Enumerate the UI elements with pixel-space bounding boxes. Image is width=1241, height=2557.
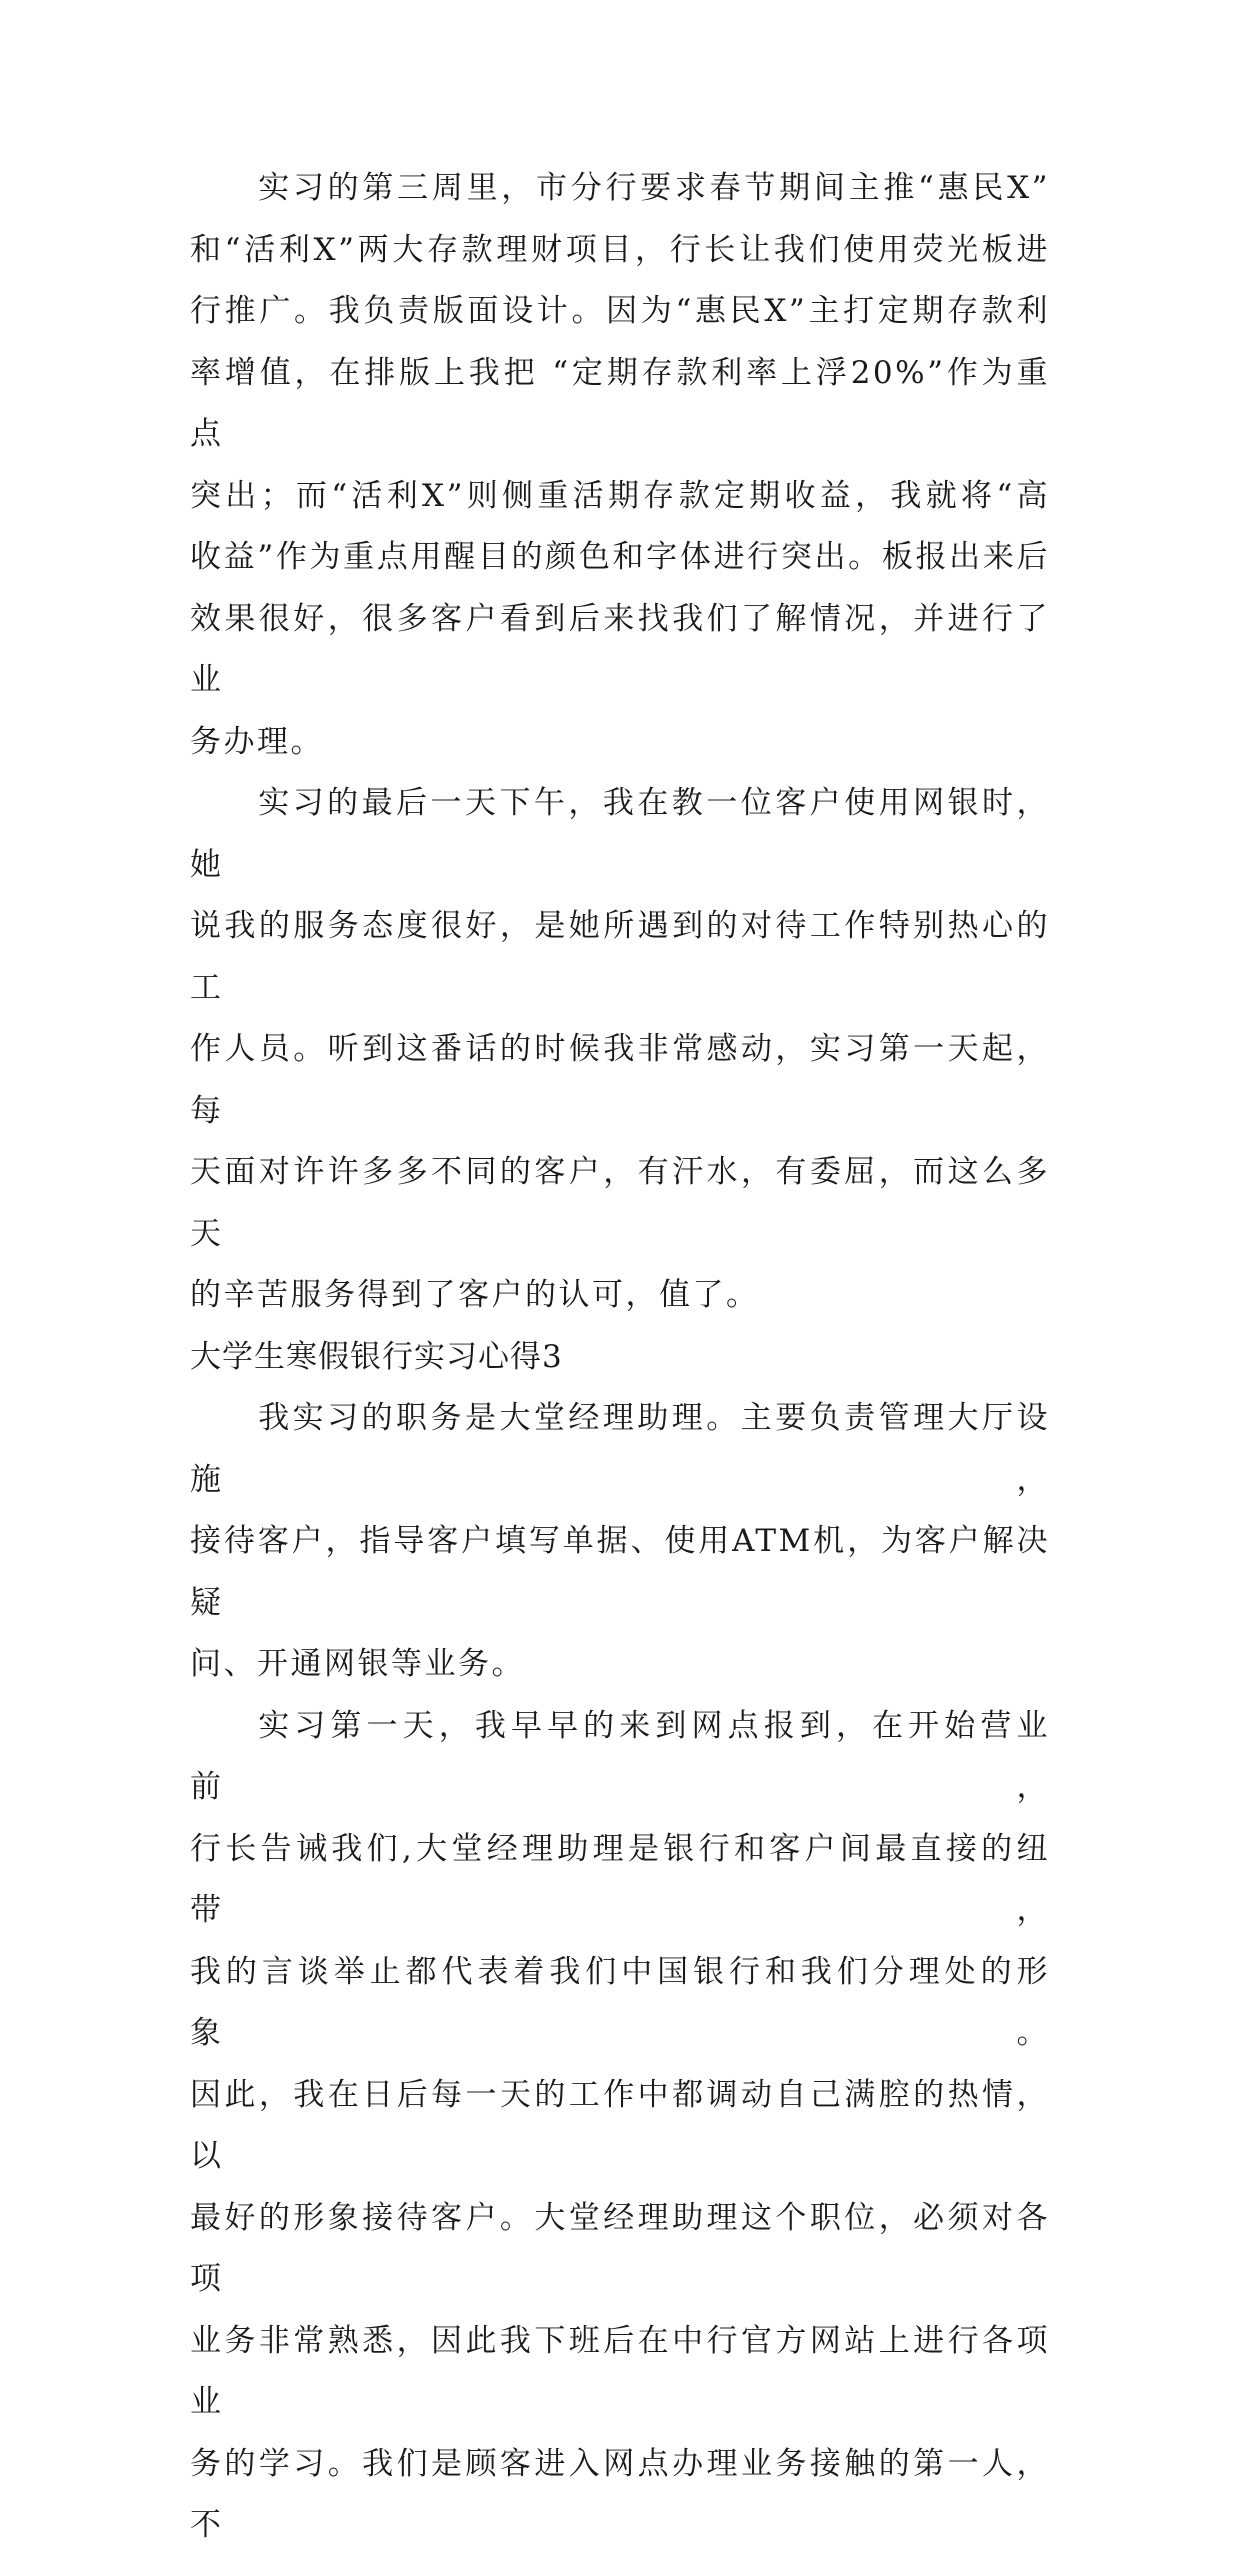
paragraph-line: 的辛苦服务得到了客户的认可，值了。 <box>190 1277 760 1313</box>
paragraph-2 <box>190 773 1050 1327</box>
paragraph-3 <box>190 1388 1050 1696</box>
heading-text: 大学生寒假银行实习心得3 <box>190 1338 563 1375</box>
paragraph-line: 行长告诫我们,大堂经理助理是银行和客户间最直接的纽带， <box>190 1830 1050 1928</box>
paragraph-1 <box>190 158 1050 773</box>
paragraph-line: 效果很好，很多客户看到后来找我们了解情况，并进行了业 <box>190 600 1050 698</box>
paragraph-line: 我实习的职务是大堂经理助理。主要负责管理大厅设施， <box>190 1400 1050 1498</box>
section-heading <box>190 1327 1050 1389</box>
paragraph-line: 说我的服务态度很好，是她所遇到的对待工作特别热心的工 <box>190 908 1050 1006</box>
paragraph-line: 务办理。 <box>190 723 324 760</box>
paragraph-line: 接待客户，指导客户填写单据、使用ATM机，为客户解决疑 <box>190 1523 1050 1621</box>
paragraph-line: 和“活利X”两大存款理财项目，行长让我们使用荧光板进 <box>190 231 1050 268</box>
paragraph-line: 务的学习。我们是顾客进入网点办理业务接触的第一人，不 <box>190 2445 1050 2543</box>
paragraph-line: 突出；而“活利X”则侧重活期存款定期收益，我就将“高 <box>190 477 1050 514</box>
body-text <box>190 158 1050 2557</box>
paragraph-line: 我的言谈举止都代表着我们中国银行和我们分理处的形象。 <box>190 1953 1050 2051</box>
paragraph-line: 实习的最后一天下午，我在教一位客户使用网银时，她 <box>190 785 1050 883</box>
paragraph-line: 作人员。听到这番话的时候我非常感动，实习第一天起，每 <box>190 1031 1050 1129</box>
paragraph-line: 天面对许许多多不同的客户，有汗水，有委屈，而这么多天 <box>190 1154 1050 1252</box>
paragraph-line: 问、开通网银等业务。 <box>190 1646 525 1682</box>
paragraph-line: 收益”作为重点用醒目的颜色和字体进行突出。板报出来后 <box>190 539 1050 575</box>
paragraph-line: 因此，我在日后每一天的工作中都调动自己满腔的热情，以 <box>190 2076 1050 2174</box>
paragraph-line: 实习的第三周里，市分行要求春节期间主推“惠民X” <box>258 170 1050 206</box>
paragraph-line: 业务非常熟悉，因此我下班后在中行官方网站上进行各项业 <box>190 2322 1050 2420</box>
paragraph-line: 最好的形象接待客户。大堂经理助理这个职位，必须对各项 <box>190 2199 1050 2297</box>
paragraph-line: 行推广。我负责版面设计。因为“惠民X”主打定期存款利 <box>190 293 1050 329</box>
paragraph-line: 率增值，在排版上我把 “定期存款利率上浮20%”作为重点 <box>190 354 1050 452</box>
paragraph-line: 实习第一天，我早早的来到网点报到，在开始营业前， <box>190 1707 1050 1805</box>
paragraph-4 <box>190 1696 1050 2557</box>
